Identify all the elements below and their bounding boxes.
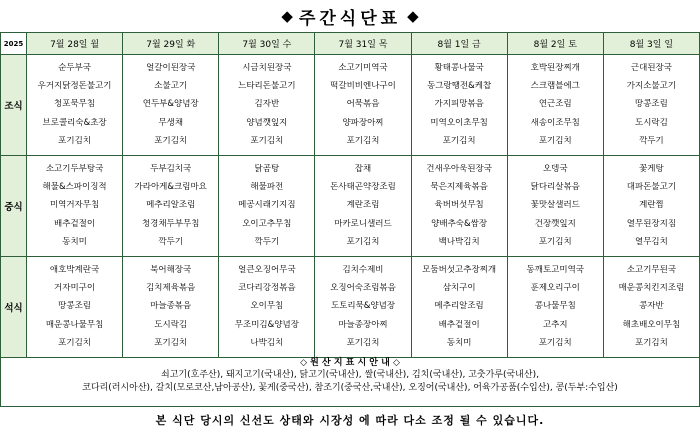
meal-row-dinner: [1, 257, 700, 358]
menu-item: 시금치된장국: [242, 62, 292, 73]
menu-item: 양배추숙&쌈장: [431, 218, 488, 229]
menu-item: 깍두기: [254, 237, 280, 248]
menu-item: 건장깻잎지: [534, 218, 576, 229]
menu-item: 땅콩조림: [58, 301, 91, 312]
menu-cell: [315, 55, 411, 156]
menu-item: 계란조림: [346, 200, 380, 211]
meal-label: 중식: [1, 156, 27, 257]
menu-item: 연두부&양념장: [142, 99, 199, 110]
menu-item: 닭곰탕: [254, 163, 280, 174]
menu-cell: [123, 257, 219, 358]
menu-item: 무생채: [158, 117, 184, 128]
footer-note: 본 식단 당시의 신선도 상태와 시장성 에 따라 다소 조정 될 수 있습니다.: [155, 414, 545, 427]
menu-item: 동치미: [62, 237, 87, 248]
menu-item: 동그랑땡전&케찹: [427, 81, 492, 92]
day-header: 7월 31일 목: [315, 33, 411, 55]
menu-item: 마늘종장아찌: [338, 319, 388, 330]
menu-item: 거자미구이: [54, 283, 96, 294]
menu-item: 미역거자무침: [49, 200, 100, 211]
menu-item: 닭다리살볶음: [530, 182, 580, 193]
menu-cell: [411, 156, 507, 257]
menu-item: 떡갈비비엔나구이: [330, 81, 396, 92]
menu-item: 포기김치: [58, 338, 91, 349]
menu-item: 마카로니샐러드: [334, 218, 392, 229]
menu-item: 가지피망볶음: [434, 99, 484, 110]
menu-item: 얼갈이된장국: [146, 62, 196, 73]
menu-item: 오이고추무침: [242, 218, 292, 229]
menu-item: 애호박계란국: [49, 264, 100, 275]
menu-item: 포기김치: [346, 136, 380, 147]
menu-item: 메추리알조림: [146, 200, 196, 211]
menu-item: 소불고기: [154, 81, 188, 92]
menu-item: 백나박김치: [438, 237, 480, 248]
year-cell: 2025: [1, 33, 27, 55]
menu-item: 소고기미역국: [338, 62, 388, 73]
menu-table: [0, 32, 700, 358]
menu-item: 묵은지제육볶음: [430, 182, 488, 193]
diamond-left-icon: ◆: [281, 7, 293, 25]
menu-item: 김치수제비: [342, 264, 384, 275]
menu-item: 무조미김&양념장: [234, 319, 299, 330]
menu-item: 우거지닭정돈불고기: [37, 81, 112, 92]
menu-item: 계란찜: [639, 200, 664, 211]
menu-item: 가지소불고기: [626, 81, 677, 92]
menu-item: 순두부국: [58, 62, 91, 73]
menu-cell: [27, 156, 123, 257]
menu-item: 잡채: [354, 163, 372, 174]
menu-item: 깍두기: [158, 237, 184, 248]
menu-item: 도토리묵&양념장: [330, 301, 396, 312]
menu-item: 호박된장찌개: [530, 62, 580, 73]
menu-cell: [603, 257, 699, 358]
menu-cell: [27, 55, 123, 156]
menu-item: 메추리알조림: [434, 301, 484, 312]
menu-item: 모둠버섯고추장찌개: [422, 264, 497, 275]
title-text: 주간식단표: [298, 8, 402, 29]
menu-cell: [219, 55, 315, 156]
day-header: 7월 30일 수: [219, 33, 315, 55]
menu-item: 메공시래기지짐: [238, 200, 296, 211]
menu-item: 포기김치: [346, 338, 380, 349]
day-header: 7월 29일 화: [123, 33, 219, 55]
day-header: 8월 3일 일: [603, 33, 699, 55]
menu-item: 오이무침: [250, 301, 284, 312]
menu-cell: [507, 156, 603, 257]
menu-item: 건새우아욱된장국: [426, 163, 492, 174]
menu-item: 깍두기: [639, 136, 664, 147]
menu-item: 포기김치: [634, 338, 668, 349]
menu-item: 콩나물무침: [534, 301, 576, 312]
meal-label: 석식: [1, 257, 27, 358]
menu-item: 도시락김: [634, 117, 668, 128]
menu-item: 열무된장지짐: [626, 218, 677, 229]
menu-cell: [123, 156, 219, 257]
menu-item: 훈제오리구이: [530, 283, 580, 294]
menu-item: 청경채두부무침: [141, 218, 200, 229]
menu-item: 해물파전: [250, 182, 284, 193]
menu-item: 배추겉절이: [54, 218, 96, 229]
menu-item: 동치미: [446, 338, 472, 349]
menu-item: 근대된장국: [630, 62, 672, 73]
menu-item: 브로콜리숙&초장: [42, 117, 107, 128]
menu-item: 소고기두부탕국: [45, 163, 104, 174]
day-header: 8월 2일 토: [507, 33, 603, 55]
menu-item: 대파돈불고기: [626, 182, 677, 193]
menu-item: 포기김치: [538, 338, 572, 349]
menu-item: 포기김치: [442, 136, 476, 147]
menu-item: 나박김치: [250, 338, 284, 349]
menu-item: 마늘종볶음: [150, 301, 192, 312]
menu-cell: [603, 156, 699, 257]
menu-item: 육버버섯무침: [434, 200, 484, 211]
menu-cell: [603, 55, 699, 156]
day-header: 8월 1일 금: [411, 33, 507, 55]
menu-item: 포기김치: [346, 237, 380, 248]
menu-item: 얼큰오징어무국: [238, 264, 296, 275]
menu-item: 도시락김: [154, 319, 188, 330]
menu-item: 포기김치: [154, 338, 188, 349]
menu-item: 김자반: [254, 99, 280, 110]
menu-item: 청포묵무침: [54, 99, 96, 110]
menu-cell: [315, 156, 411, 257]
menu-item: 코다리강정볶음: [238, 283, 296, 294]
menu-item: 소고기무된국: [626, 264, 677, 275]
menu-item: 양파장아찌: [342, 117, 384, 128]
day-header: 7월 28일 월: [27, 33, 123, 55]
menu-cell: [315, 257, 411, 358]
menu-cell: [411, 257, 507, 358]
origin-line: 코다리(러시아산), 갈치(모로코산,남아공산), 꽃게(중국산), 참조기(중국산,국내산), 오징어(국내산), 어육가공품(수입산), 콩(두부:수입산): [82, 383, 618, 393]
menu-item: 북어해장국: [150, 264, 192, 275]
menu-cell: [507, 55, 603, 156]
menu-item: 해초배오이무침: [622, 319, 681, 330]
header-row: [1, 33, 700, 55]
menu-item: 오뎅국: [542, 163, 568, 174]
menu-cell: [219, 156, 315, 257]
menu-item: 포기김치: [58, 136, 91, 147]
menu-cell: [27, 257, 123, 358]
menu-item: 양념깻잎지: [246, 117, 288, 128]
menu-item: 고추지: [542, 319, 568, 330]
menu-item: 새송이조무침: [530, 117, 580, 128]
menu-item: 매운콩치킨지조림: [618, 283, 685, 294]
meal-row-breakfast: [1, 55, 700, 156]
diamond-right-icon: ◆: [407, 7, 419, 25]
menu-item: 두부김치국: [150, 163, 192, 174]
menu-item: 콩자반: [639, 301, 664, 312]
menu-item: 포기김치: [538, 237, 572, 248]
menu-item: 연근조림: [538, 99, 572, 110]
menu-item: 꽃맛살샐러드: [530, 200, 580, 211]
origin-heading: ◇ 원 산 지 표 시 안 내 ◇: [300, 358, 400, 368]
menu-item: 가라아게&크림마요: [134, 182, 207, 193]
menu-item: 땅콩조림: [634, 99, 668, 110]
menu-item: 미역오이초무침: [430, 117, 488, 128]
meal-row-lunch: [1, 156, 700, 257]
menu-item: 포기김치: [538, 136, 572, 147]
menu-item: 포기김치: [154, 136, 188, 147]
menu-item: 배추겉절이: [438, 319, 480, 330]
menu-item: 느타리돈불고기: [238, 81, 296, 92]
menu-item: 오징어숙조림볶음: [330, 283, 396, 294]
menu-item: 포기김치: [250, 136, 284, 147]
menu-cell: [507, 257, 603, 358]
menu-cell: [123, 55, 219, 156]
menu-item: 돈사태곤약장조림: [330, 182, 396, 193]
menu-item: 어묵볶음: [346, 99, 380, 110]
menu-cell: [219, 257, 315, 358]
origin-notice: [0, 353, 700, 407]
menu-cell: [411, 55, 507, 156]
menu-item: 꽃게탕: [639, 163, 664, 174]
menu-item: 동깨토고미역국: [526, 264, 585, 275]
page-title: [0, 0, 700, 32]
menu-item: 김치제육볶음: [146, 283, 196, 294]
meal-label: 조식: [1, 55, 27, 156]
menu-item: 해물&스파이징적: [42, 182, 107, 193]
menu-item: 삼치구이: [442, 283, 476, 294]
menu-item: 스크램블에그: [530, 81, 580, 92]
origin-line: 쇠고기(호주산), 돼지고기(국내산), 닭고기(국내산), 쌀(국내산), 김치(국내산), 고춧가루(국내산),: [161, 370, 539, 380]
menu-item: 열무김치: [634, 237, 668, 248]
menu-item: 매운콩나물무침: [45, 319, 104, 330]
menu-item: 황태콩나물국: [434, 62, 484, 73]
